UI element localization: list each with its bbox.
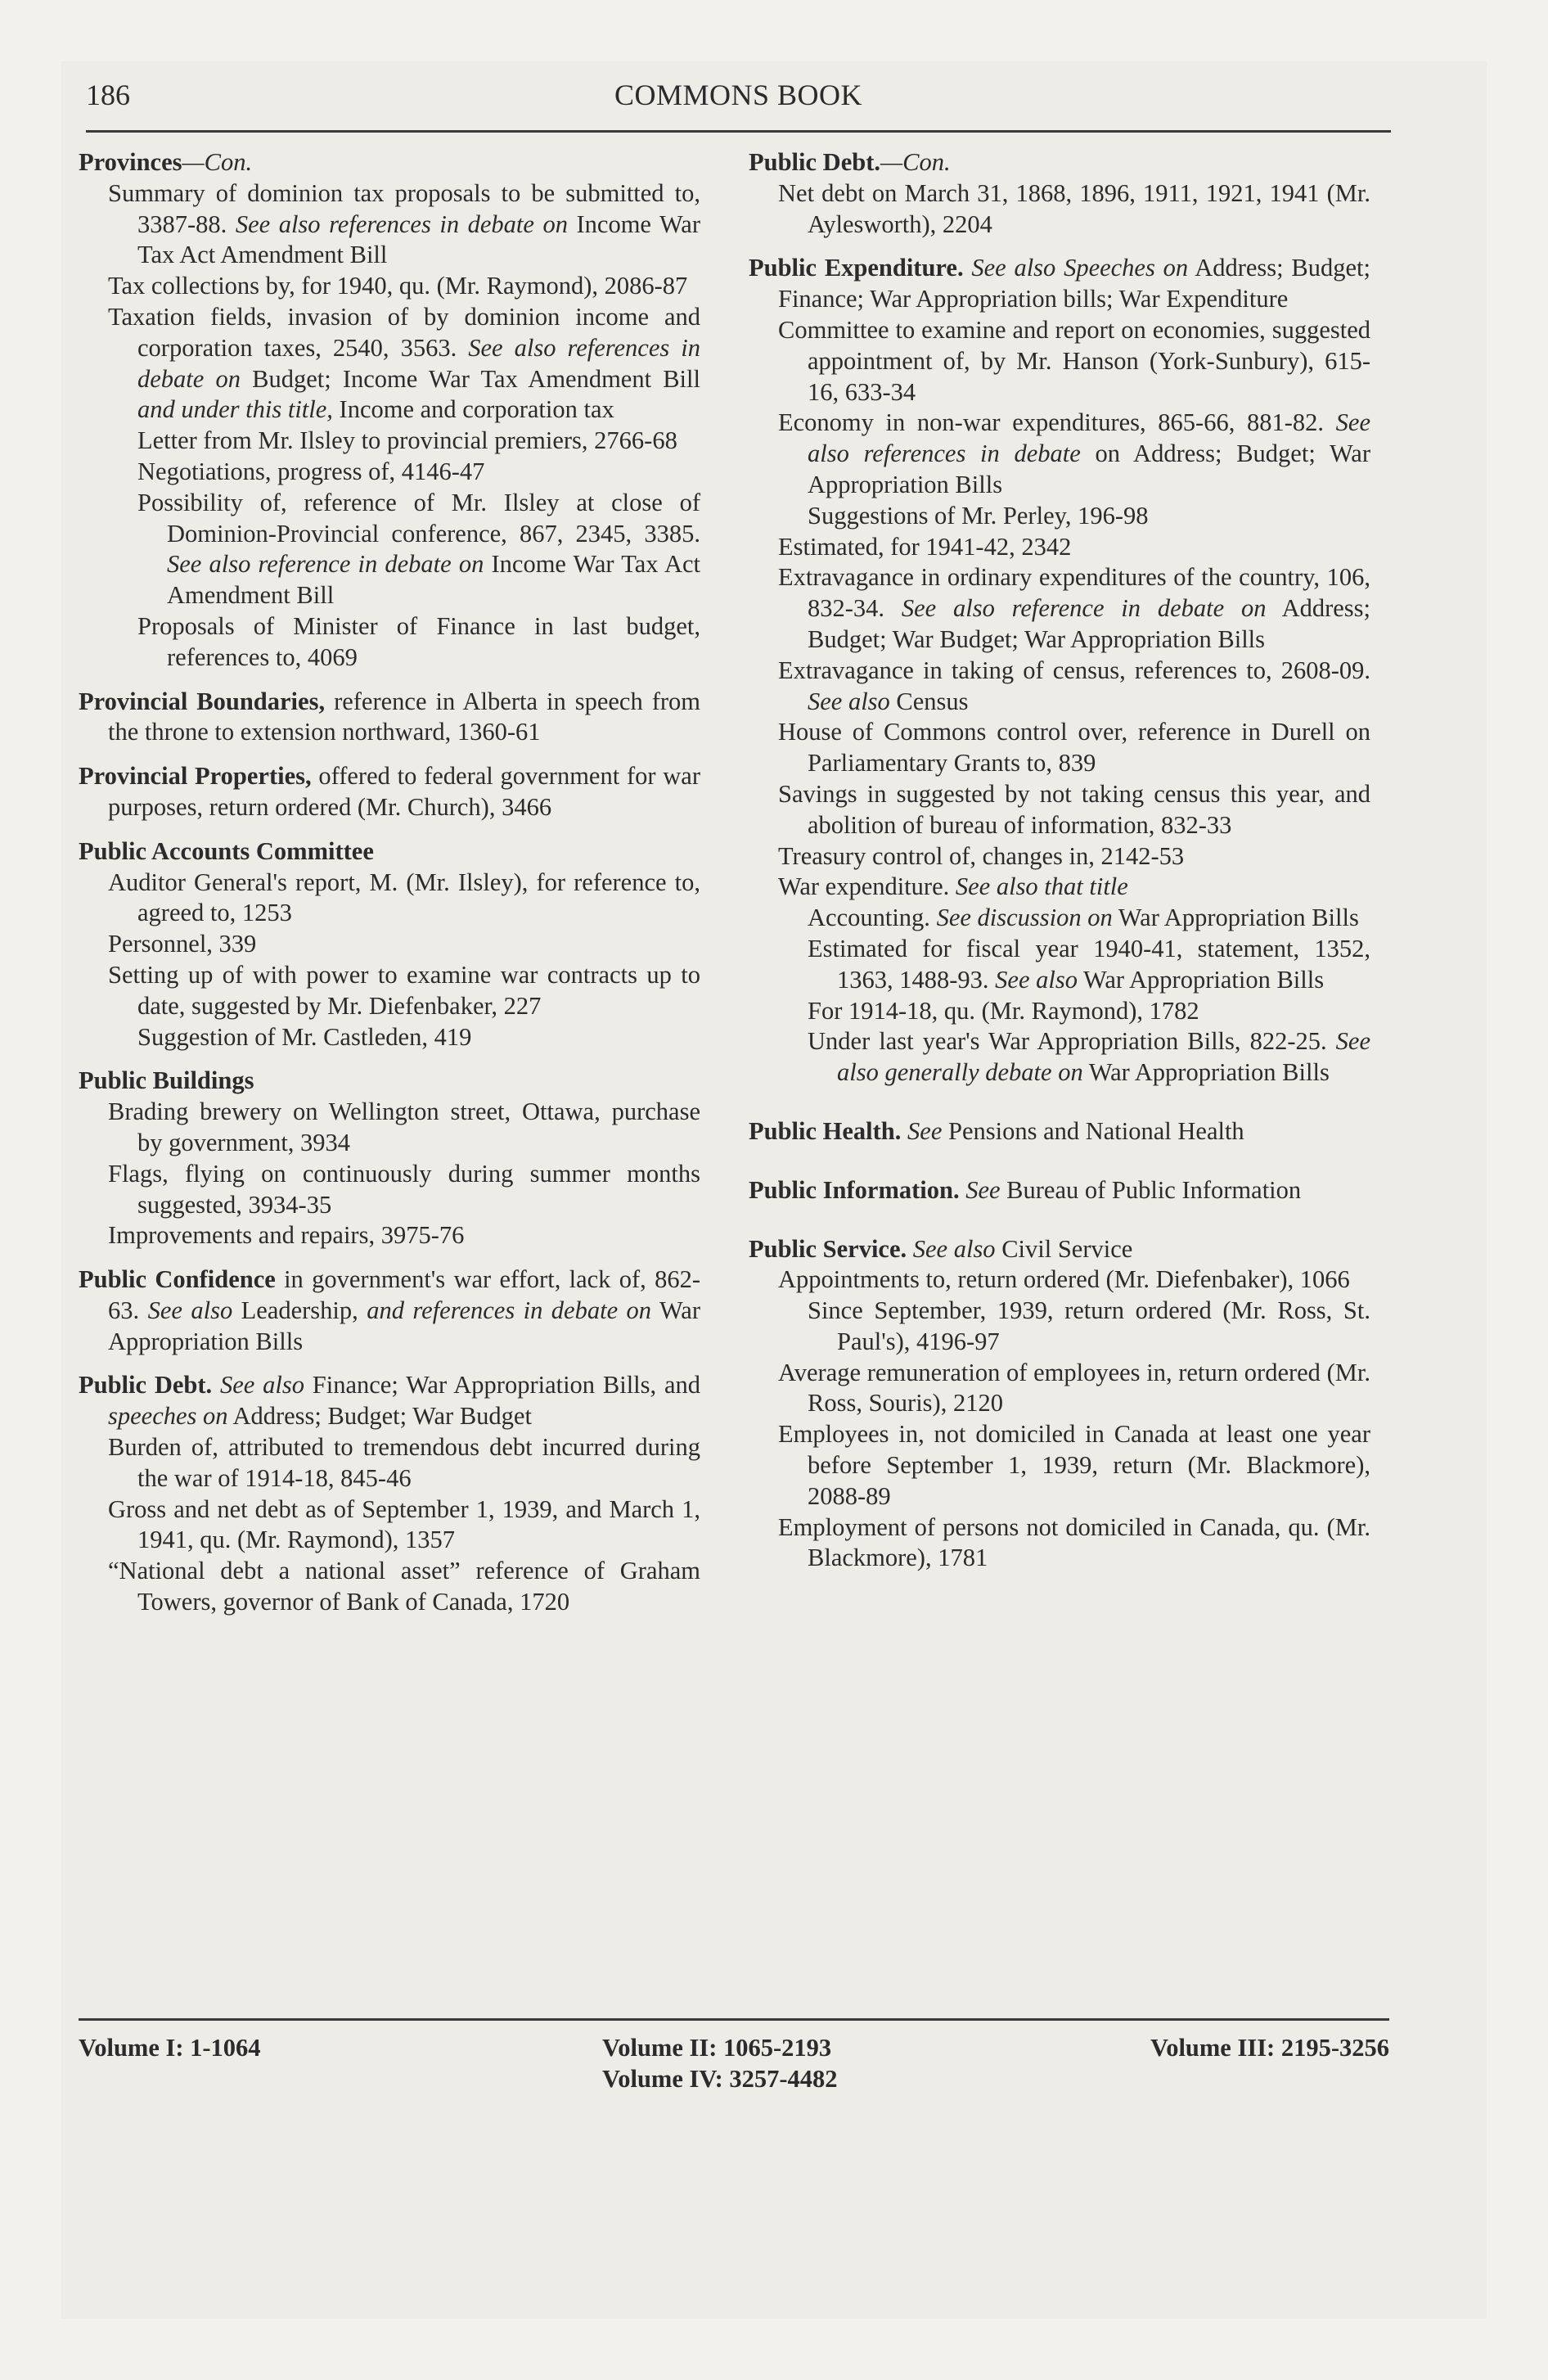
volume-range-3: Volume III: 2195-3256	[1150, 2034, 1389, 2062]
index-entry: Public Accounts Committee	[79, 836, 374, 865]
index-entry: Brading brewery on Wellington street, Ottawa, purchase by government, 3934	[108, 1098, 700, 1156]
index-entry: Suggestion of Mr. Castleden, 419	[137, 1022, 472, 1051]
index-entry: Public Information. See Bureau of Public Information	[749, 1175, 1302, 1204]
index-entry: Committee to examine and report on economies, suggested appointment of, by Mr. Hanson (York-Sunbury), 615-16, 633-34	[778, 315, 1370, 406]
index-entry: Suggestions of Mr. Perley, 196-98	[808, 501, 1149, 530]
index-entry: Estimated for fiscal year 1940-41, statement, 1352, 1363, 1488-93. See also War Appropriation Bills	[808, 934, 1370, 994]
index-entry: Provincial Boundaries, reference in Alberta in speech from the throne to extension northward, 1360-61	[79, 687, 700, 746]
index-entry: Economy in non-war expenditures, 865-66, 881-82. See also references in debate on Address; Budget; War Appropriation Bills	[778, 408, 1370, 498]
index-entry: Since September, 1939, return ordered (Mr. Ross, St. Paul's), 4196-97	[808, 1296, 1370, 1355]
volume-footer	[79, 2018, 1389, 2093]
index-entry: Burden of, attributed to tremendous debt incurred during the war of 1914-18, 845-46	[108, 1433, 700, 1492]
index-column-right	[749, 147, 1370, 1574]
index-entry: Extravagance in ordinary expenditures of the country, 106, 832-34. See also reference in debate on Address; Budget; War Budget; War Appropriation Bills	[778, 563, 1371, 653]
index-entry: Improvements and repairs, 3975-76	[108, 1221, 465, 1250]
page-number: 186	[86, 79, 130, 111]
index-entry: Negotiations, progress of, 4146-47	[137, 457, 485, 485]
index-entry: Public Confidence in government's war effort, lack of, 862-63. See also Leadership, and references in debate on War Appropriation Bills	[79, 1265, 701, 1355]
index-entry: Flags, flying on continuously during summer months suggested, 3934-35	[108, 1159, 700, 1219]
index-entry: Tax collections by, for 1940, qu. (Mr. Raymond), 2086-87	[108, 272, 688, 300]
index-entry: Proposals of Minister of Finance in last budget, references to, 4069	[137, 611, 700, 671]
volume-range-2: Volume II: 1065-2193	[602, 2034, 832, 2062]
index-entry: Gross and net debt as of September 1, 1939, and March 1, 1941, qu. (Mr. Raymond), 1357	[108, 1494, 700, 1554]
index-entry: War expenditure. See also that title	[778, 872, 1128, 901]
index-entry: Public Expenditure. See also Speeches on Address; Budget; Finance; War Appropriation bills; War Expenditure	[749, 254, 1370, 313]
index-entry: Letter from Mr. Ilsley to provincial premiers, 2766-68	[137, 426, 677, 455]
index-entry: Extravagance in taking of census, references to, 2608-09. See also Census	[778, 656, 1370, 715]
index-entry: Treasury control of, changes in, 2142-53	[778, 841, 1185, 870]
index-entry: Public Debt.—Con.	[749, 148, 951, 176]
index-entry: Personnel, 339	[108, 930, 257, 958]
page-title: COMMONS BOOK	[614, 79, 863, 111]
index-entry: Taxation fields, invasion of by dominion income and corporation taxes, 2540, 3563. See also references in debate on Budget; Income War Tax Amendment Bill and under this title, Income and corporation tax	[108, 302, 700, 424]
index-entry: For 1914-18, qu. (Mr. Raymond), 1782	[808, 996, 1199, 1025]
index-entry: Public Service. See also Civil Service	[749, 1234, 1133, 1263]
index-column-left	[79, 147, 700, 1618]
index-entry: Appointments to, return ordered (Mr. Diefenbaker), 1066	[778, 1265, 1350, 1294]
index-entry: Under last year's War Appropriation Bills, 822-25. See also generally debate on War Appropriation Bills	[808, 1027, 1370, 1087]
index-entry: “National debt a national asset” reference of Graham Towers, governor of Bank of Canada, 1720	[108, 1557, 700, 1616]
index-entry: Employment of persons not domiciled in Canada, qu. (Mr. Blackmore), 1781	[778, 1512, 1370, 1572]
index-entry: Savings in suggested by not taking census this year, and abolition of bureau of information, 832-33	[778, 779, 1370, 839]
index-entry: Estimated, for 1941-42, 2342	[778, 532, 1072, 561]
index-entry: Possibility of, reference of Mr. Ilsley at close of Dominion-Provincial conference, 867, 2345, 3385. See also reference in debate on Income War Tax Act Amendment Bill	[137, 488, 700, 610]
index-entry: Summary of dominion tax proposals to be submitted to, 3387-88. See also references in debate on Income War Tax Act Amendment Bill	[108, 178, 700, 269]
index-entry: Employees in, not domiciled in Canada at least one year before September 1, 1939, return (Mr. Blackmore), 2088-89	[778, 1420, 1370, 1510]
index-entry: House of Commons control over, reference in Durell on Parliamentary Grants to, 839	[778, 718, 1370, 778]
index-entry: Setting up of with power to examine war contracts up to date, suggested by Mr. Diefenbaker, 227	[108, 960, 700, 1020]
index-entry: Net debt on March 31, 1868, 1896, 1911, 1921, 1941 (Mr. Aylesworth), 2204	[778, 178, 1370, 238]
index-entry: Provincial Properties, offered to federal government for war purposes, return ordered (Mr. Church), 3466	[79, 762, 700, 821]
volume-range-1: Volume I: 1-1064	[79, 2034, 261, 2062]
index-entry: Auditor General's report, M. (Mr. Ilsley), for reference to, agreed to, 1253	[108, 868, 700, 927]
index-entry: Public Debt. See also Finance; War Appropriation Bills, and speeches on Address; Budget; War Budget	[79, 1371, 700, 1431]
volume-range-2-4	[602, 2032, 838, 2094]
index-entry: Average remuneration of employees in, return ordered (Mr. Ross, Souris), 2120	[778, 1358, 1370, 1418]
page-header	[86, 78, 1391, 133]
index-entry: Accounting. See discussion on War Appropriation Bills	[808, 904, 1359, 932]
index-entry: Public Buildings	[79, 1066, 254, 1095]
index-entry: Public Health. See Pensions and National Health	[749, 1116, 1244, 1145]
volume-range-4: Volume IV: 3257-4482	[602, 2065, 838, 2093]
index-entry: Provinces—Con.	[79, 148, 253, 176]
